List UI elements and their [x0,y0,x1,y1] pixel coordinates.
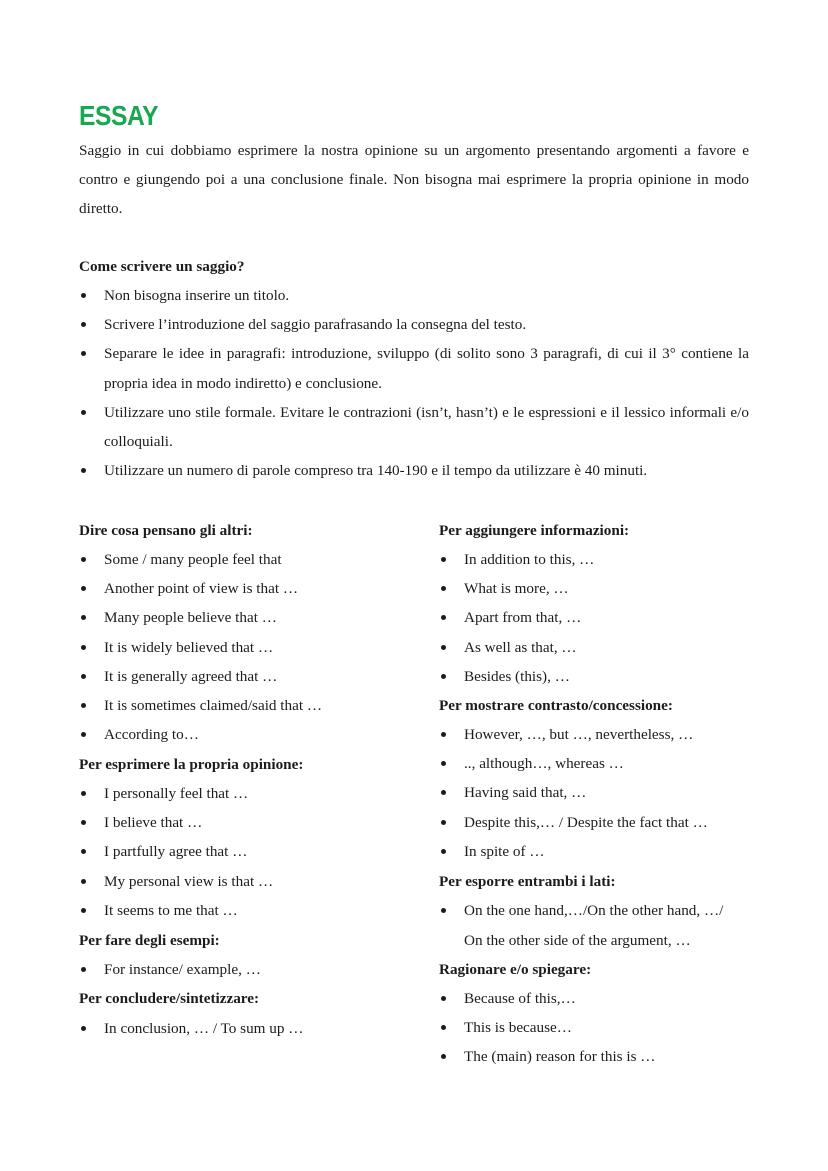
list-item: This is because… [439,1013,769,1042]
section-heading-reasoning: Ragionare e/o spiegare: [439,961,592,978]
list-conclude [79,1014,419,1043]
list-item: I partfully agree that … [79,837,419,866]
list-item: .., although…, whereas … [439,749,769,778]
list-item: Another point of view is that … [79,574,419,603]
list-item: Some / many people feel that [79,545,419,574]
list-item: I believe that … [79,808,419,837]
list-opinion [79,779,419,925]
list-item: Non bisogna inserire un titolo. [79,281,749,310]
list-examples [79,955,419,984]
list-item: It is generally agreed that … [79,662,419,691]
list-item: In addition to this, … [439,545,769,574]
list-item: As well as that, … [439,633,769,662]
list-item: Many people believe that … [79,603,419,632]
list-item: My personal view is that … [79,867,419,896]
section-heading-add-info: Per aggiungere informazioni: [439,522,630,539]
list-item: Having said that, … [439,778,769,807]
list-item: Besides (this), … [439,662,769,691]
list-item: Scrivere l’introduzione del saggio parafrasando la consegna del testo. [79,310,749,339]
section-heading-opinion: Per esprimere la propria opinione: [79,756,304,773]
how-to-heading: Come scrivere un saggio? [79,258,245,275]
list-item: What is more, … [439,574,769,603]
section-heading-contrast: Per mostrare contrasto/concessione: [439,697,673,714]
list-item: Utilizzare uno stile formale. Evitare le contrazioni (isn’t, hasn’t) e le espressioni e il lessico informali e/o colloquiali. [79,398,749,456]
list-item: For instance/ example, … [79,955,419,984]
intro-paragraph: Saggio in cui dobbiamo esprimere la nostra opinione su un argomento presentando argomenti a favore e contro e giungendo poi a una conclusione finale. Non bisogna mai esprimere la propria opinione in modo diretto. [79,142,749,218]
list-contrast [439,720,769,866]
list-item: Because of this,… [439,984,769,1013]
list-item: In spite of … [439,837,769,866]
list-item: It is sometimes claimed/said that … [79,691,419,720]
list-reasoning [439,984,769,1072]
list-item: I personally feel that … [79,779,419,808]
list-both-sides [439,896,769,925]
list-item: In conclusion, … / To sum up … [79,1014,419,1043]
page-title: ESSAY [79,100,159,131]
list-item: It is widely believed that … [79,633,419,662]
how-to-list [79,281,749,485]
list-item: Utilizzare un numero di parole compreso tra 140-190 e il tempo da utilizzare è 40 minuti. [79,456,749,485]
list-others [79,545,419,749]
list-item: The (main) reason for this is … [439,1042,769,1071]
list-add-info [439,545,769,691]
section-heading-both-sides: Per esporre entrambi i lati: [439,873,616,890]
section-heading-others: Dire cosa pensano gli altri: [79,522,253,539]
list-item: However, …, but …, nevertheless, … [439,720,769,749]
list-item: On the one hand,…/On the other hand, …/ [439,896,769,925]
list-item: According to… [79,720,419,749]
list-item: Apart from that, … [439,603,769,632]
list-item: Separare le idee in paragrafi: introduzione, sviluppo (di solito sono 3 paragrafi, di cui il 3° contiene la propria idea in modo indiretto) e conclusione. [79,339,749,397]
list-item-continuation: On the other side of the argument, … [464,932,691,949]
list-item: It seems to me that … [79,896,419,925]
section-heading-conclude: Per concludere/sintetizzare: [79,990,260,1007]
list-item: Despite this,… / Despite the fact that … [439,808,769,837]
section-heading-examples: Per fare degli esempi: [79,932,220,949]
